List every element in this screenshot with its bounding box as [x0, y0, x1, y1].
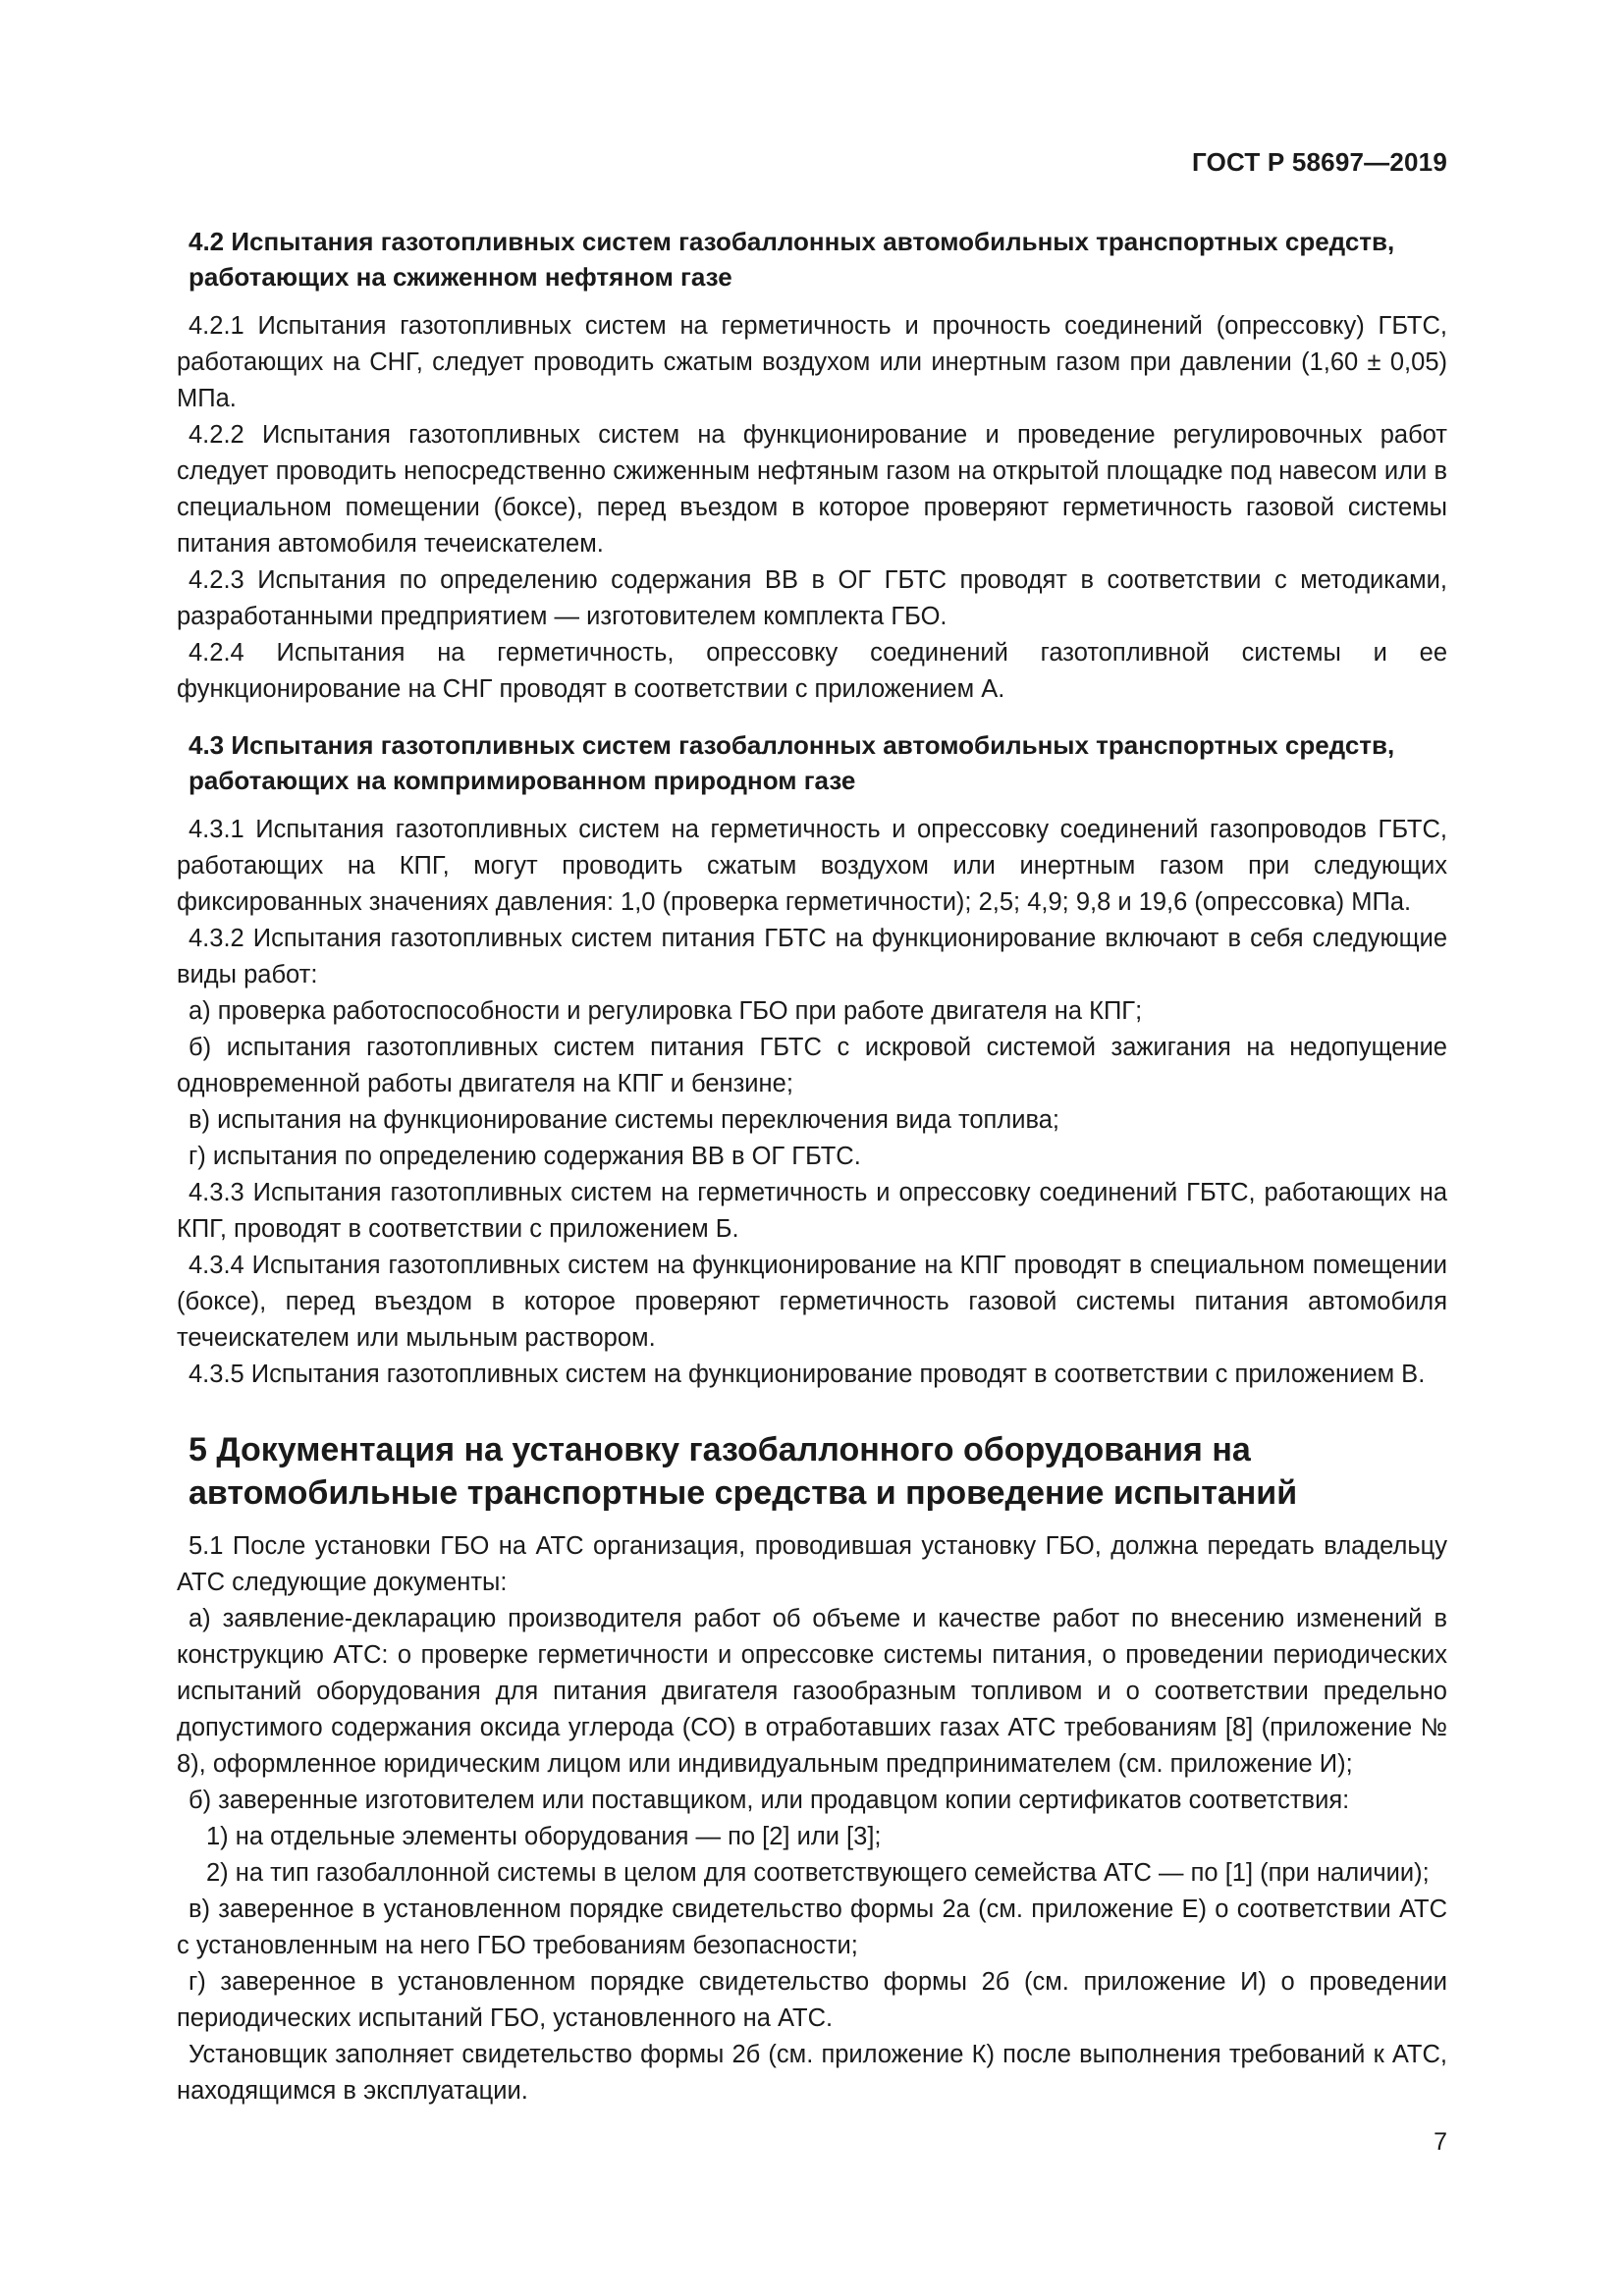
paragraph-4-3-5: 4.3.5 Испытания газотопливных систем на функционирование проводят в соответствии с приложением В.	[189, 1361, 1426, 1388]
paragraph-4-2-1: 4.2.1 Испытания газотопливных систем на герметичность и прочность соединений (опрессовку) ГБТС, работающих на СНГ, следует проводить сжатым воздухом или инертным газом при давлении (1,60 ± 0,05) МПа.	[177, 312, 1447, 412]
paragraph-4-2-3: 4.2.3 Испытания по определению содержания ВВ в ОГ ГБТС проводят в соответствии с методиками, разработанными предприятием — изготовителем комплекта ГБО.	[177, 566, 1447, 630]
section-heading-4-2: 4.2 Испытания газотопливных систем газобаллонных автомобильных транспортных средств, работающих на сжиженном нефтяном газе	[189, 227, 1395, 292]
list-item-5-1-b-2: 2) на тип газобаллонной системы в целом для соответствующего семейства АТС — по [1] (при наличии);	[206, 1859, 1430, 1887]
paragraph-4-2-4: 4.2.4 Испытания на герметичность, опрессовку соединений газотопливной системы и ее функционирование на СНГ проводят в соответствии с приложением А.	[177, 639, 1447, 703]
paragraph-4-2-2: 4.2.2 Испытания газотопливных систем на функционирование и проведение регулировочных работ следует проводить непосредственно сжиженным нефтяным газом на открытой площадке под навесом или в специальном помещении (боксе), перед въездом в которое проверяют герметичность газовой системы питания автомобиля течеискателем.	[177, 421, 1447, 558]
list-item-5-1-g: г) заверенное в установленном порядке свидетельство формы 2б (см. приложение И) о проведении периодических испытаний ГБО, установленного на АТС.	[177, 1968, 1447, 2032]
list-item-4-3-2-v: в) испытания на функционирование системы переключения вида топлива;	[189, 1106, 1059, 1134]
list-item-4-3-2-g: г) испытания по определению содержания ВВ в ОГ ГБТС.	[189, 1143, 861, 1170]
list-item-4-3-2-a: а) проверка работоспособности и регулировка ГБО при работе двигателя на КПГ;	[189, 997, 1143, 1025]
document-code: ГОСТ Р 58697—2019	[1192, 147, 1447, 177]
section-heading-5: 5 Документация на установку газобаллонного оборудования на автомобильные транспортные средства и проведение испытаний	[189, 1431, 1298, 1512]
paragraph-5-1: 5.1 После установки ГБО на АТС организация, проводившая установку ГБО, должна передать владельцу АТС следующие документы:	[177, 1532, 1447, 1596]
list-item-5-1-a: а) заявление-декларацию производителя работ об объеме и качестве работ по внесению изменений в конструкцию АТС: о проверке герметичности и опрессовке системы питания, о проведении периодических испытаний оборудования для питания двигателя газообразным топливом и о соответствии предельно допустимого содержания оксида углерода (СО) в отработавших газах АТС требованиям [8] (приложение № 8), оформленное юридическим лицом или индивидуальным предпринимателем (см. приложение И);	[177, 1605, 1447, 1778]
list-item-5-1-b-1: 1) на отдельные элементы оборудования — по [2] или [3];	[206, 1823, 882, 1850]
list-item-5-1-v: в) заверенное в установленном порядке свидетельство формы 2а (см. приложение Е) о соответствии АТС с установленным на него ГБО требованиям безопасности;	[177, 1896, 1447, 1959]
paragraph-4-3-2: 4.3.2 Испытания газотопливных систем питания ГБТС на функционирование включают в себя следующие виды работ:	[177, 925, 1447, 988]
page-number: 7	[1434, 2128, 1447, 2156]
list-item-4-3-2-b: б) испытания газотопливных систем питания ГБТС с искровой системой зажигания на недопущение одновременной работы двигателя на КПГ и бензине;	[177, 1034, 1447, 1097]
paragraph-4-3-1: 4.3.1 Испытания газотопливных систем на герметичность и опрессовку соединений газопроводов ГБТС, работающих на КПГ, могут проводить сжатым воздухом или инертным газом при следующих фиксированных значениях давления: 1,0 (проверка герметичности); 2,5; 4,9; 9,8 и 19,6 (опрессовка) МПа.	[177, 816, 1447, 916]
paragraph-4-3-3: 4.3.3 Испытания газотопливных систем на герметичность и опрессовку соединений ГБТС, работающих на КПГ, проводят в соответствии с приложением Б.	[177, 1179, 1447, 1243]
list-item-5-1-b: б) заверенные изготовителем или поставщиком, или продавцом копии сертификатов соответствия:	[189, 1787, 1350, 1814]
paragraph-4-3-4: 4.3.4 Испытания газотопливных систем на функционирование на КПГ проводят в специальном помещении (боксе), перед въездом в которое проверяют герметичность газовой системы питания автомобиля течеискателем или мыльным раствором.	[177, 1252, 1447, 1352]
section-heading-4-3: 4.3 Испытания газотопливных систем газобаллонных автомобильных транспортных средств, работающих на компримированном природном газе	[189, 730, 1395, 795]
document-body	[177, 224, 1447, 2109]
paragraph-installer-note: Установщик заполняет свидетельство формы 2б (см. приложение К) после выполнения требований к АТС, находящимся в эксплуатации.	[177, 2041, 1447, 2105]
